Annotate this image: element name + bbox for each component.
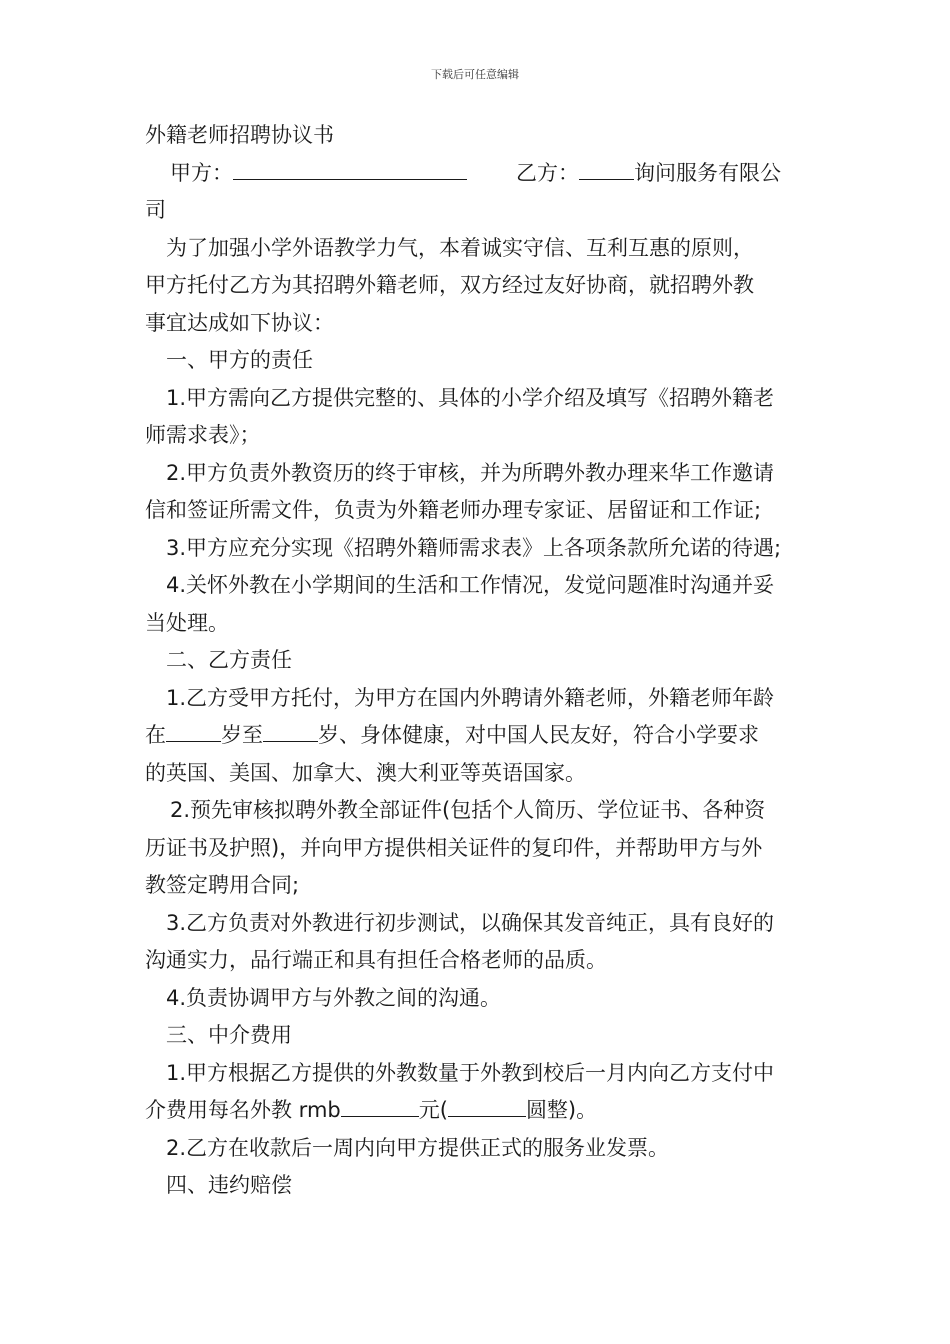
s1-item-line: 2.甲方负责外教资历的终于审核，并为所聘外教办理来华工作邀请 [166,460,775,485]
s2-item-line: 4.负责协调甲方与外教之间的沟通。 [166,985,502,1010]
document-title: 外籍老师招聘协议书 [145,123,334,147]
age-mid: 岁至 [221,723,263,747]
intro-line: 为了加强小学外语教学力气，本着诚实守信、互利互惠的原则， [166,235,754,260]
age-max-blank[interactable] [263,719,318,742]
intro-line: 事宜达成如下协议： [145,310,334,335]
s2-item-line: 的英国、美国、加拿大、澳大利亚等英语国家。 [145,760,586,785]
s2-item-line: 历证书及护照)，并向甲方提供相关证件的复印件，并帮助甲方与外 [145,835,763,860]
s1-item-line: 4.关怀外教在小学期间的生活和工作情况，发觉问题准时沟通并妥 [166,573,775,597]
party-a-label: 甲方： [170,160,233,185]
s1-item-line: 师需求表》； [145,423,261,447]
party-b-name-cont: 司 [145,198,166,222]
s2-item-line-age [145,717,810,755]
party-b-name: 询问服务有限公 [634,160,781,185]
s2-item-line: 3.乙方负责对外教进行初步测试，以确保其发音纯正，具有良好的 [166,910,775,935]
s2-item-line: 1.乙方受甲方托付，为甲方在国内外聘请外籍老师，外籍老师年龄 [166,685,775,710]
age-min-blank[interactable] [166,719,221,742]
party-line [145,155,810,193]
fee-amount-blank[interactable] [341,1094,419,1117]
section-heading-1: 一、甲方的责任 [166,348,313,372]
s2-item-line: 沟通实力，品行端正和具有担任合格老师的品质。 [145,948,607,972]
fee-mid: 元( [418,1098,448,1122]
party-a-blank[interactable] [233,157,467,180]
age-suffix: 岁、身体健康，对中国人民友好，符合小学要求 [318,723,759,747]
section-heading-3: 三、中介费用 [166,1023,292,1047]
s1-item-line: 3.甲方应充分实现《招聘外籍师需求表》上各项条款所允诺的待遇; [166,535,782,560]
s1-item-line: 信和签证所需文件，负责为外籍老师办理专家证、居留证和工作证; [145,498,762,522]
document-body [145,117,810,1205]
party-b-blank[interactable] [579,157,634,180]
intro-line: 甲方托付乙方为其招聘外籍老师，双方经过友好协商，就招聘外教 [145,273,754,297]
fee-prefix: 介费用每名外教 rmb [145,1098,341,1122]
fee-words-blank[interactable] [448,1094,526,1117]
fee-suffix: 圆整)。 [525,1098,598,1122]
s3-item-line: 2.乙方在收款后一周内向甲方提供正式的服务业发票。 [166,1135,670,1160]
party-b-label: 乙方： [516,160,579,185]
s2-item-line: 2.预先审核拟聘外教全部证件(包括个人简历、学位证书、各种资 [170,798,766,822]
s3-item-line-fee [145,1092,810,1130]
s1-item-line: 当处理。 [145,610,229,635]
age-prefix: 在 [145,723,166,747]
section-heading-4: 四、违约赔偿 [166,1173,292,1197]
s2-item-line: 教签定聘用合同; [145,873,300,897]
header-note: 下载后可任意编辑 [431,68,519,81]
section-heading-2: 二、乙方责任 [166,648,292,672]
s1-item-line: 1.甲方需向乙方提供完整的、具体的小学介绍及填写《招聘外籍老 [166,385,775,410]
s3-item-line: 1.甲方根据乙方提供的外教数量于外教到校后一月内向乙方支付中 [166,1060,775,1085]
